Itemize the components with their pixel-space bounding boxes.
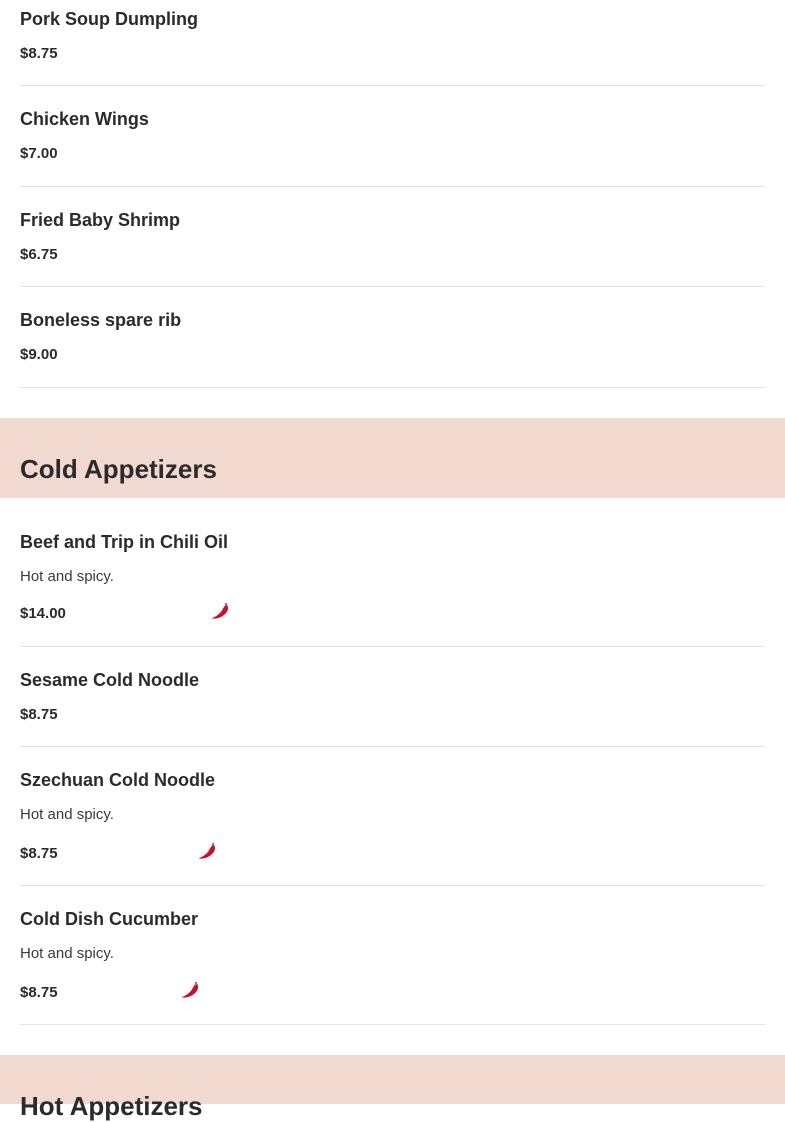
- menu-item-name: Pork Soup Dumpling: [20, 9, 198, 29]
- menu-item[interactable]: [20, 886, 765, 1025]
- menu-item-name: Sesame Cold Noodle: [20, 670, 200, 690]
- menu-item-name: Beef and Trip in Chili Oil: [20, 532, 229, 552]
- menu-item[interactable]: [20, 747, 765, 886]
- section-header-cold-appetizers: [0, 418, 785, 498]
- chili-pepper-icon: [180, 981, 200, 999]
- section-title: Hot Appetizers: [20, 1091, 203, 1121]
- menu-item-name: Fried Baby Shrimp: [20, 210, 181, 230]
- menu-item-price: $14.00: [20, 605, 66, 622]
- section-header-hot-appetizers: [0, 1055, 785, 1121]
- menu-item-name: Chicken Wings: [20, 109, 149, 129]
- menu-item-name: Szechuan Cold Noodle: [20, 770, 216, 790]
- menu-item-price: $7.00: [20, 145, 58, 162]
- menu-item[interactable]: [20, 0, 765, 86]
- menu-item-name: Cold Dish Cucumber: [20, 909, 199, 929]
- menu-item-price: $8.75: [20, 984, 58, 1001]
- menu-item-price: $6.75: [20, 246, 58, 263]
- menu-item-description: Hot and spicy.: [20, 806, 114, 823]
- menu-item-price: $8.75: [20, 706, 58, 723]
- menu-item-price: $8.75: [20, 45, 58, 62]
- menu-item[interactable]: [20, 287, 765, 388]
- menu-item[interactable]: [20, 187, 765, 287]
- chili-pepper-icon: [210, 602, 230, 620]
- menu-item[interactable]: [20, 647, 765, 747]
- section-title: Cold Appetizers: [20, 454, 217, 484]
- menu-item[interactable]: [20, 498, 765, 647]
- menu-item-description: Hot and spicy.: [20, 945, 114, 962]
- menu-item-description: Hot and spicy.: [20, 568, 114, 585]
- menu-item-price: $9.00: [20, 346, 58, 363]
- menu-item[interactable]: [20, 86, 765, 187]
- chili-pepper-icon: [197, 842, 217, 860]
- menu-item-name: Boneless spare rib: [20, 310, 182, 330]
- menu-item-price: $8.75: [20, 845, 58, 862]
